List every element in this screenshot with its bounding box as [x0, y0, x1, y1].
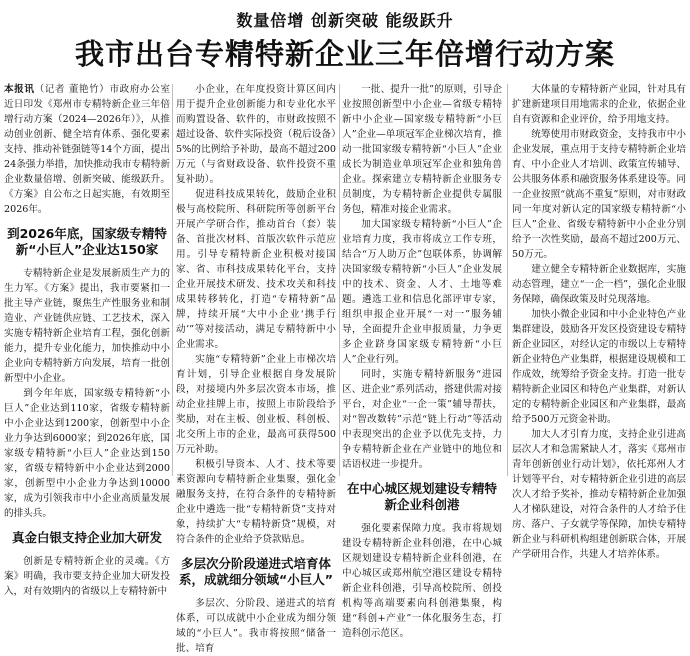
paragraph: 大体量的专精特新产业园，针对具有扩建新建项目用地需求的企业，依据企业自有资源和企业评价，给予用地支持。: [512, 84, 686, 125]
paragraph: 加快小微企业园和中小企业特色产业集群建设，鼓励各开发区投资建设专精特新企业园区，对经认定的市级以上专精特新企业特色产业集群，根据建设规模和工作成效，统筹给予资金支持。打造一批专精特新企业园区和特色产业集群，对新认定的专精特新企业园区和产业集群，最高给予500万元资金补助。: [512, 309, 686, 425]
subheading: 真金白银支持企业加大研发: [11, 530, 162, 545]
paragraph: 加大人才引育力度，支持企业引进高层次人才和急需紧缺人才，落实《郑州市青年创新创业行动计划》，依托郑州人才计划等平台，对专精特新企业引进的高层次人才给予奖补，推动专精特新企业加强人才梯队建设，对符合条件的人才给予住房、落户、子女就学等保障，加快专精特新企业与科研机构组建创新联合体，开展产学研用合作，共建人才培养体系。: [512, 429, 686, 560]
paragraph: 促进科技成果转化，鼓励企业积极与高校院所、科研院所等创新平台开展产学研合作，推动首台（套）装备、首批次材料、首版次软件示范应用。引导专精特新企业积极对接国家、省、市科技成果转化平台，支持企业开展技术研发、技术攻关和科技成果转移转化，打造“专精特新”品牌，持续开展“大中小企业‘携手行动’”等对接活动，满足专精特新中小企业需求。: [176, 189, 336, 350]
paragraph: 同时，实施专精特新服务“进园区、进企业”系列活动，搭建供需对接平台，对企业“一企一策”辅导帮扶，对“智改数转”示范“链上行动”等活动中表现突出的企业予以优先支持，力争专精特新企业在产业链中的地位和话语权进一步提升。: [342, 369, 502, 470]
dateline: 本报讯: [4, 84, 35, 95]
paragraph: 专精特新企业是发展新质生产力的生力军。《方案》提出，我市要紧扣一批主导产业链，聚焦生产性服务业和制造业、产业链供应链、工艺技术，深入实施专精特新企业培育工程，强化创新能力，提升专业化能力，加快推动中小企业向专精特新方向发展，培育一批创新型中小企业。: [4, 268, 170, 384]
lead-paragraph: [4, 82, 170, 217]
paragraph: 小企业，在年度投资计算区间内用于提升企业创新能力和专业化水平而购置设备、软件的，市财政按照不超过设备、软件实际投资（税后设备）5%的比例给予补助，最高不超过200万元（与省财政设备、软件投资不重复补助）。: [176, 84, 336, 185]
paragraph: 实施“专精特新”企业上市梯次培育计划，引导企业根据自身发展阶段，对接境内外多层次资本市场，推动企业挂牌上市，按照上市阶段给予奖励，对在主板、创业板、科创板、北交所上市的企业，最高可获得500万元补助。: [176, 354, 336, 455]
subheading: 多层次分阶段递进式培育体系，成就细分领域“小巨人”: [179, 556, 333, 587]
headline: 我市出台专精特新企业三年倍增行动方案: [74, 37, 615, 71]
paragraph: 一批、提升一批”的原则，引导企业按照创新型中小企业—省级专精特新中小企业—国家级专精特新“小巨人”企业—单项冠军企业梯次培育，推动一批国家级专精特新“小巨人”企业成长为制造业单项冠军企业和独角兽企业。探索建立专精特新企业服务专员制度，为专精特新企业提供专属服务包，精准对接企业需求。: [342, 84, 502, 215]
subheading: 到2026年底，国家级专精特新“小巨人”企业达150家: [7, 226, 167, 257]
lead-text: （记者 董艳竹）市政府办公室近日印发《郑州市专精特新企业三年倍增行动方案（2024—2026年）》，从推动创业创新、健全培育体系、强化要素支持、推动补链强链等14个方面，提出24条强力举措，加快推动我市专精特新企业数量倍增、创新突破、能级跃升。《方案》自公布之日起实施，有效期至2026年。: [4, 84, 170, 215]
paragraph: 创新是专精特新企业的灵魂。《方案》明确，我市要支持企业加大研发投入，对有效期内的省级以上专精特新中: [4, 556, 170, 597]
paragraph: 建立健全专精特新企业数据库，实施动态管理，建立“一企一档”，强化企业服务保障，确保政策及时兑现落地。: [512, 264, 686, 305]
article-column-2: [176, 82, 336, 654]
kicker: 数量倍增 创新突破 能级跃升: [236, 11, 454, 30]
article-column-3: [342, 82, 502, 639]
paragraph: 强化要素保障力度。我市将规划建设专精特新企业科创港，在中心城区规划建设专精特新企业科创港，在中心城区或郑州航空港区建设专精特新企业科创港，引导高校院所、创投机构等高端要素向科创港集聚，构建“科创+产业”一体化服务生态，打造科创示范区。: [342, 523, 502, 639]
paragraph: 统筹使用市财政资金，支持我市中小企业发展，重点用于支持专精特新企业培育、中小企业人才培训、政策宣传辅导、公共服务体系和融资服务体系建设等。同一企业按照“就高不重复”原则，对市财政同一年度对新认定的国家级专精特新“小巨人”企业、省级专精特新中小企业分别给予一次性奖励，最高不超过200万元、50万元。: [512, 129, 686, 260]
paragraph: 多层次、分阶段、递进式的培育体系，可以成就中小企业成为细分领域的“小巨人”。我市将按照“储备一批、培育: [176, 598, 336, 654]
paragraph: 到今年年底，国家级专精特新“小巨人”企业达到110家，省级专精特新中小企业达到1200家，创新型中小企业力争达到6000家；到2026年底，国家级专精特新“小巨人”企业达到150家，省级专精特新中小企业达到2000家，创新型中小企业力争达到10000家，成为引领我市中小企业高质量发展的排头兵。: [4, 388, 170, 519]
paragraph: 积极引导资本、人才、技术等要素资源向专精特新企业集聚，强化金融服务支持，在符合条件的专精特新企业中遴选一批“专精特新贷”支持对象，持续扩大“专精特新贷”规模，对符合条件的企业给予贷款贴息。: [176, 459, 336, 545]
subheading: 在中心城区规划建设专精特新企业科创港: [346, 481, 497, 512]
paragraph: 加大国家级专精特新“小巨人”企业培育力度，我市将成立工作专班，结合“万人助万企”包联体系，协调解决国家级专精特新“小巨人”企业发展中的技术、资金、人才、土地等难题。遴选工业和信息化部评审专家，组织申报企业开展“一对一”服务辅导，全面提升企业申报质量，力争更多企业跻身国家级专精特新“小巨人”企业行列。: [342, 219, 502, 365]
article-column-1: [4, 82, 170, 597]
column-divider: [507, 84, 508, 476]
article-column-4: [512, 82, 686, 560]
column-divider: [172, 84, 173, 476]
column-divider: [339, 84, 340, 476]
